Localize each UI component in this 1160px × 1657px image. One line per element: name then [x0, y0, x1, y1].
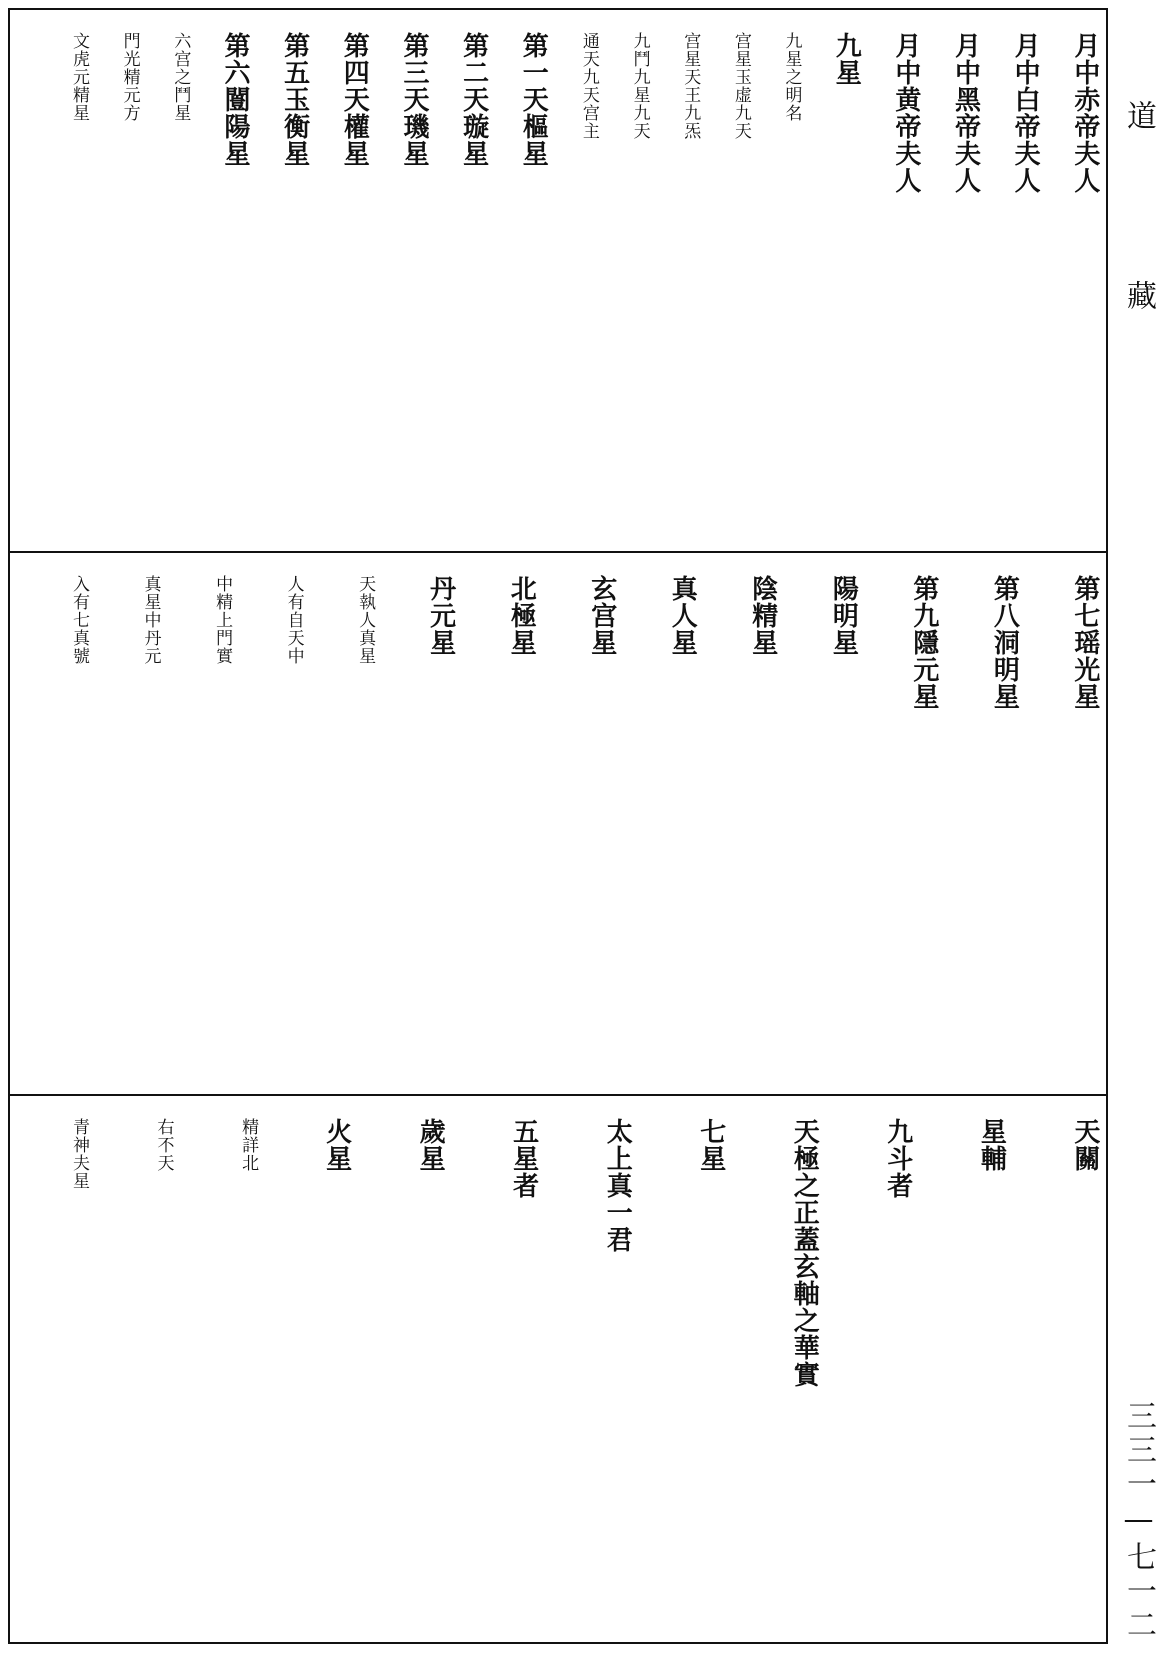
text-column: 太上真一君	[602, 1118, 633, 1253]
text-column: 第一天樞星	[518, 32, 549, 167]
text-panel-middle	[10, 553, 1106, 1096]
text-columns	[70, 1118, 1098, 1620]
text-column: 第九隱元星	[908, 575, 939, 710]
text-column: 門光精元方	[119, 32, 140, 122]
text-column: 星輔	[976, 1118, 1007, 1172]
text-column: 第四天權星	[339, 32, 370, 167]
text-column: 通天九天宫主	[578, 32, 599, 140]
text-column: 九鬥九星九天	[629, 32, 650, 140]
text-columns	[70, 32, 1098, 529]
page-number: 三三一—七一二	[1121, 1400, 1156, 1643]
text-column: 第八洞明星	[989, 575, 1020, 710]
text-column: 丹元星	[425, 575, 456, 656]
text-column: 天執人真星	[355, 575, 376, 665]
text-column: 第二天璇星	[458, 32, 489, 167]
text-columns	[70, 575, 1098, 1072]
text-column: 第六闓陽星	[219, 32, 250, 167]
text-column: 中精上門實	[212, 575, 233, 665]
text-column: 入有七真號	[69, 575, 89, 665]
text-column: 文虎元精星	[69, 32, 89, 122]
text-column: 火星	[321, 1118, 352, 1172]
text-column: 北極星	[506, 575, 537, 656]
text-column: 右不天	[153, 1118, 174, 1172]
margin-title: 道藏	[1121, 100, 1156, 460]
text-panel-bottom	[10, 1096, 1106, 1642]
text-column: 月中黄帝夫人	[890, 32, 921, 194]
text-column: 九星之明名	[781, 32, 802, 122]
text-column: 五星者	[508, 1118, 539, 1199]
text-column: 天極之正蓋玄軸之華實	[789, 1118, 820, 1388]
text-column: 第五玉衡星	[279, 32, 310, 167]
text-column: 真人星	[667, 575, 698, 656]
text-column: 陽明星	[828, 575, 859, 656]
text-column: 天關	[1069, 1118, 1100, 1172]
text-column: 陰精星	[747, 575, 778, 656]
text-column: 宫星天王九炁	[680, 32, 701, 140]
text-column: 真星中丹元	[140, 575, 161, 665]
text-column: 九星	[831, 32, 862, 86]
text-column: 青神夫星	[69, 1118, 89, 1190]
text-panel-top	[10, 10, 1106, 553]
text-column: 月中白帝夫人	[1010, 32, 1041, 194]
text-column: 精詳北	[238, 1118, 259, 1172]
page-frame	[8, 8, 1108, 1644]
text-column: 六宫之鬥星	[170, 32, 191, 122]
text-column: 七星	[695, 1118, 726, 1172]
text-column: 第三天璣星	[398, 32, 429, 167]
text-column: 九斗者	[882, 1118, 913, 1199]
text-column: 歲星	[415, 1118, 446, 1172]
text-column: 玄宫星	[586, 575, 617, 656]
text-column: 人有自天中	[283, 575, 304, 665]
text-column: 月中黑帝夫人	[950, 32, 981, 194]
text-column: 第七瑶光星	[1069, 575, 1100, 710]
text-column: 月中赤帝夫人	[1069, 32, 1100, 194]
text-column: 宫星玉虚九天	[730, 32, 751, 140]
